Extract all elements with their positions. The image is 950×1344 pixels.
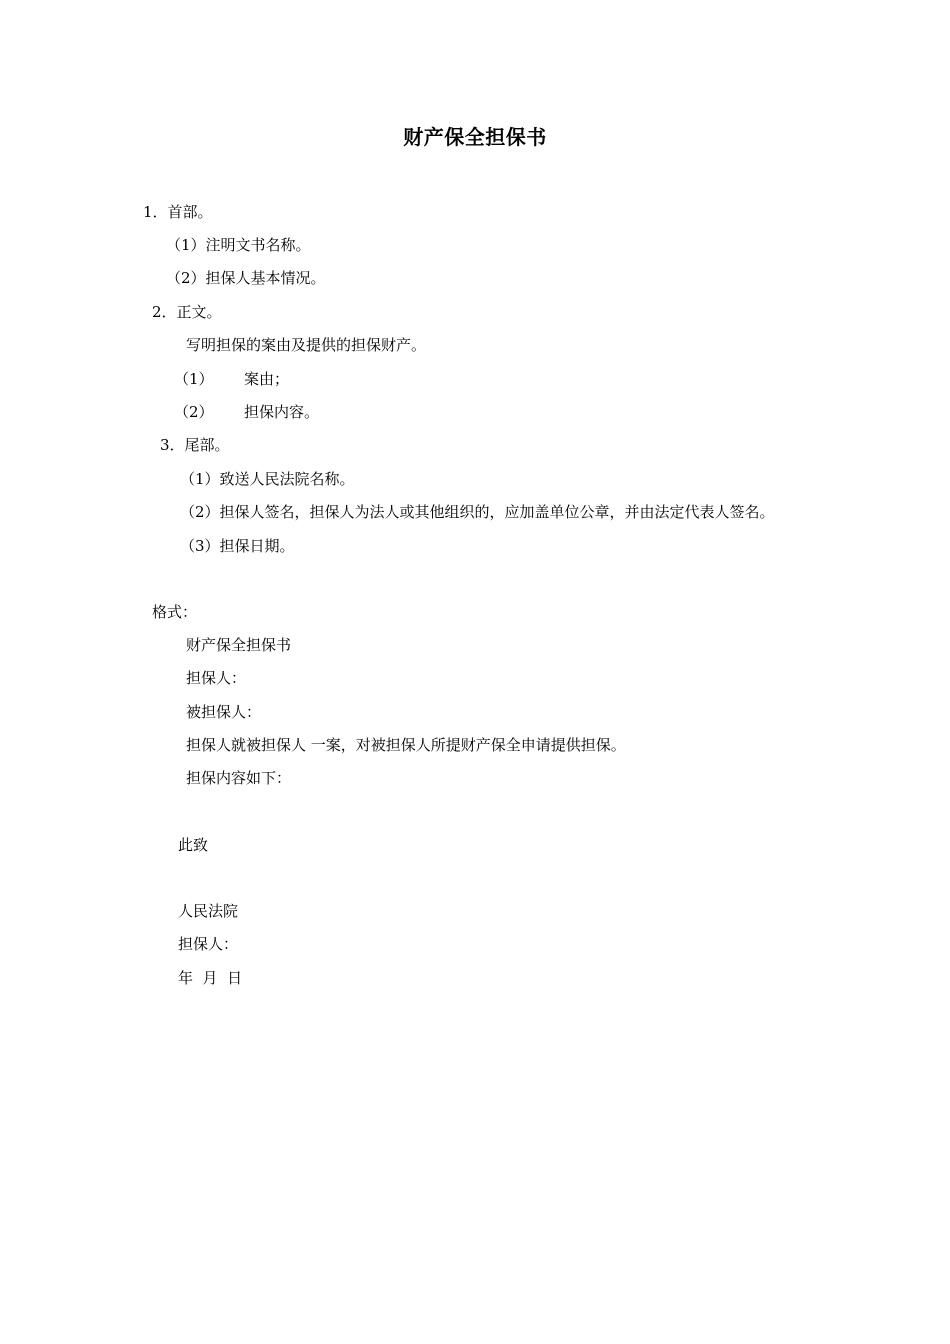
section-2-item-1 <box>174 369 289 389</box>
section-2-item-2 <box>174 402 319 422</box>
section-1-item-2: （2）担保人基本情况。 <box>166 269 326 287</box>
format-signer: 担保人： <box>178 935 239 953</box>
format-court: 人民法院 <box>178 902 239 920</box>
format-date: 年 月 日 <box>178 969 243 987</box>
document-title: 财产保全担保书 <box>403 125 547 149</box>
format-closing: 此致 <box>178 836 209 854</box>
format-guarantor: 担保人： <box>186 669 247 687</box>
section-3-item-3: （3）担保日期。 <box>180 537 295 555</box>
section-2-intro: 写明担保的案由及提供的担保财产。 <box>186 336 427 354</box>
section-2-item-1-number: （1） <box>174 370 214 388</box>
section-2-item-1-text: 案由； <box>244 370 290 388</box>
section-3-heading: 3．尾部。 <box>160 436 230 454</box>
format-label: 格式： <box>152 603 198 621</box>
section-3-item-1: （1）致送人民法院名称。 <box>180 470 355 488</box>
section-3-item-2: （2）担保人签名，担保人为法人或其他组织的，应加盖单位公章，并由法定代表人签名。 <box>180 503 775 521</box>
section-2-item-2-number: （2） <box>174 403 214 421</box>
section-2-item-2-text: 担保内容。 <box>244 403 320 421</box>
section-1-item-1: （1）注明文书名称。 <box>166 236 311 254</box>
section-2-heading: 2．正文。 <box>152 303 222 321</box>
section-1-heading: 1．首部。 <box>143 203 213 221</box>
format-statement: 担保人就被担保人 一案，对被担保人所提财产保全申请提供担保。 <box>186 736 626 754</box>
format-doc-title: 财产保全担保书 <box>186 636 292 654</box>
format-content: 担保内容如下： <box>186 769 292 787</box>
format-guaranteed-party: 被担保人： <box>186 703 262 721</box>
